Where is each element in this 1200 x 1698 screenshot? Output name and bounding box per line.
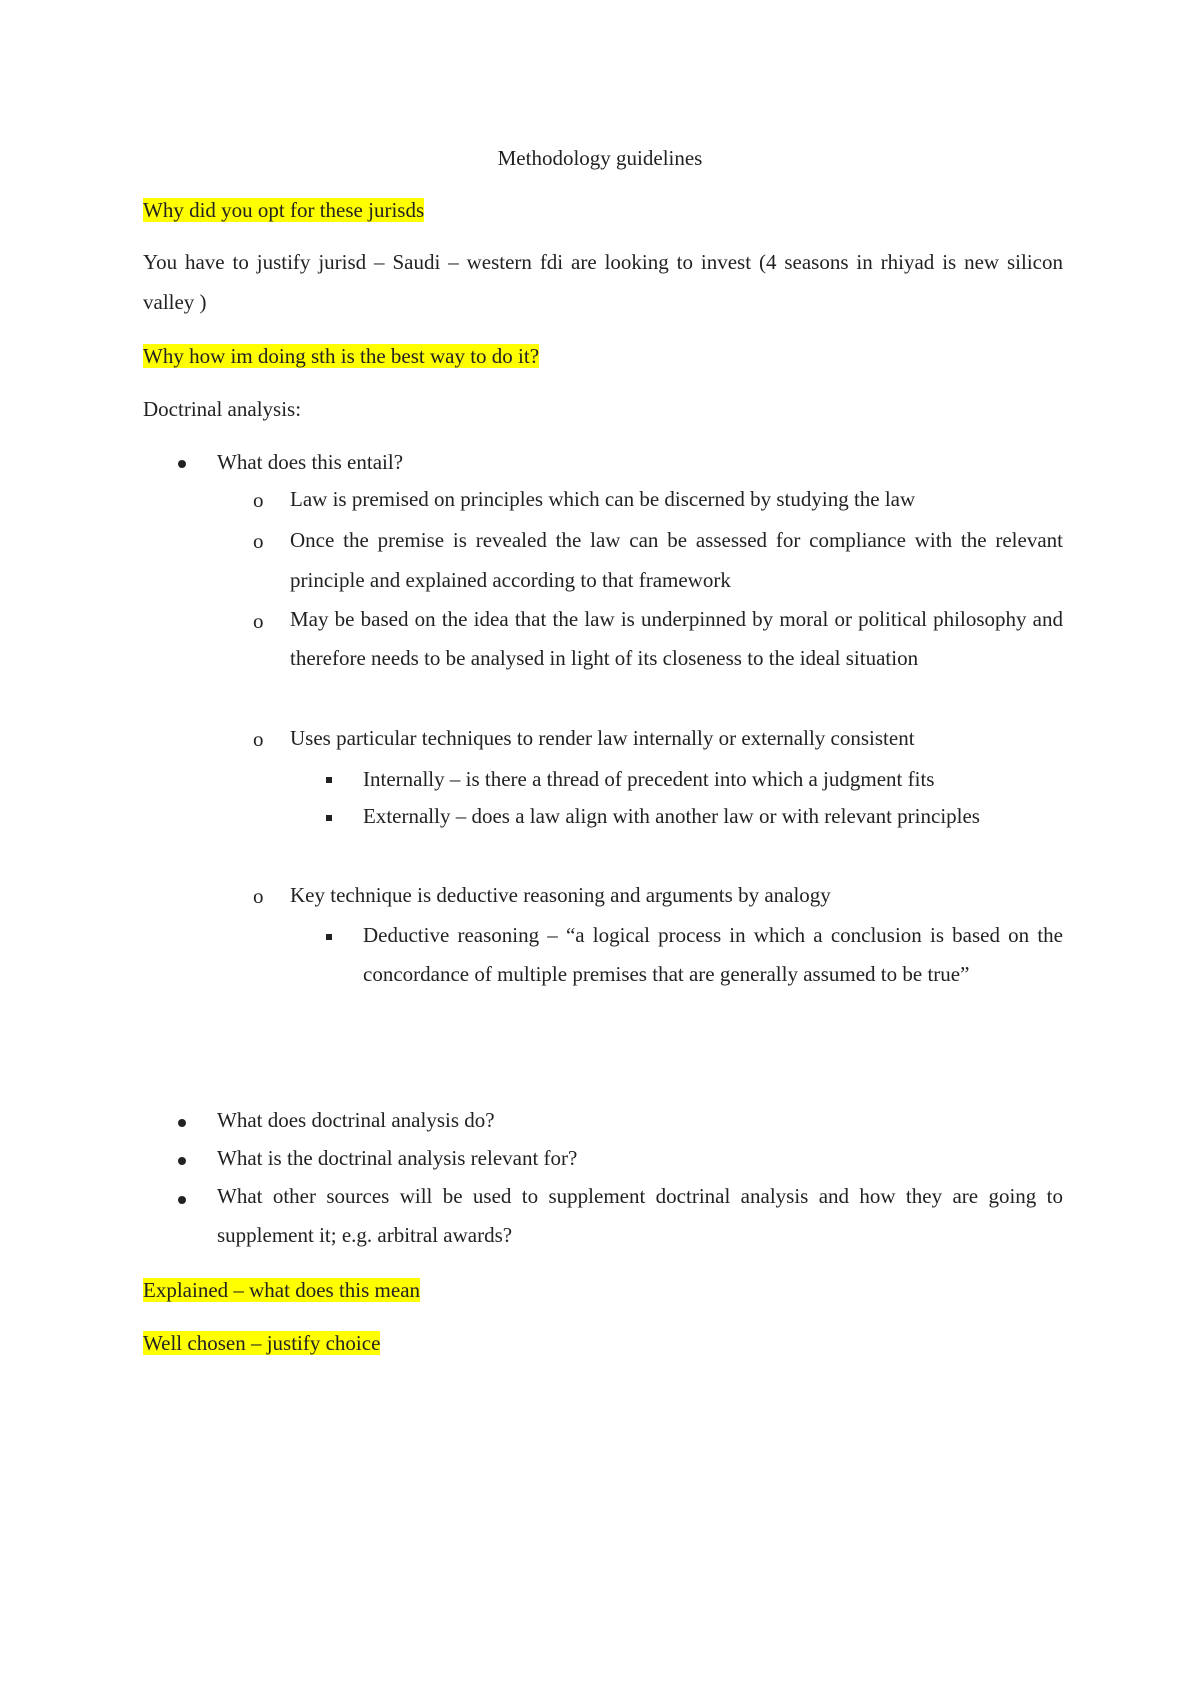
question-method — [143, 335, 1063, 377]
bullet-icon — [178, 1177, 190, 1219]
list-item: What does doctrinal analysis do? — [217, 1108, 495, 1132]
question-well-chosen — [143, 1322, 1063, 1364]
page-title: Methodology guidelines — [497, 146, 703, 170]
bullet-o-icon: o — [253, 727, 264, 751]
question-jurisdictions — [143, 189, 1063, 231]
highlighted-text: Why how im doing sth is the best way to do it? — [143, 344, 540, 368]
bullet-icon — [178, 1100, 190, 1142]
list-item: Internally – is there a thread of precedent into which a judgment fits — [363, 767, 935, 791]
highlighted-text: Explained – what does this mean — [143, 1278, 421, 1302]
highlighted-text: Why did you opt for these jurisds — [143, 198, 425, 222]
paragraph-justify-jurisdiction: You have to justify jurisd – Saudi – western fdi are looking to invest (4 seasons in rhiyad is new silicon valley ) — [143, 250, 1063, 314]
bullet-icon — [178, 1138, 190, 1180]
bullet-icon — [178, 441, 190, 483]
highlighted-text: Well chosen – justify choice — [143, 1331, 381, 1355]
heading-doctrinal-analysis: Doctrinal analysis: — [143, 397, 302, 421]
bullet-o-icon: o — [253, 609, 264, 633]
list-item: What other sources will be used to supplement doctrinal analysis and how they are going to supplement it; e.g. arbitral awards? — [217, 1184, 1063, 1247]
list-item: Key technique is deductive reasoning and arguments by analogy — [290, 883, 831, 907]
bullet-square-icon — [326, 759, 332, 801]
bullet-o-icon: o — [253, 884, 264, 908]
question-explained — [143, 1269, 1063, 1311]
list-item: Once the premise is revealed the law can be assessed for compliance with the relevant principle and explained according to that framework — [290, 528, 1063, 592]
list-item: Externally – does a law align with another law or with relevant principles — [363, 804, 980, 828]
list-item: What does this entail? — [217, 450, 404, 474]
list-item: Deductive reasoning – “a logical process in which a conclusion is based on the concordance of multiple premises that are generally assumed to be true” — [363, 923, 1063, 986]
bullet-square-icon — [326, 916, 332, 958]
list-item: What is the doctrinal analysis relevant for? — [217, 1146, 578, 1170]
list-item: Law is premised on principles which can be discerned by studying the law — [290, 487, 916, 511]
list-item: May be based on the idea that the law is underpinned by moral or political philosophy and therefore needs to be analysed in light of its closeness to the ideal situation — [290, 607, 1063, 670]
bullet-square-icon — [326, 797, 332, 839]
bullet-o-icon: o — [253, 488, 264, 512]
bullet-o-icon: o — [253, 529, 264, 553]
list-item: Uses particular techniques to render law internally or externally consistent — [290, 726, 915, 750]
